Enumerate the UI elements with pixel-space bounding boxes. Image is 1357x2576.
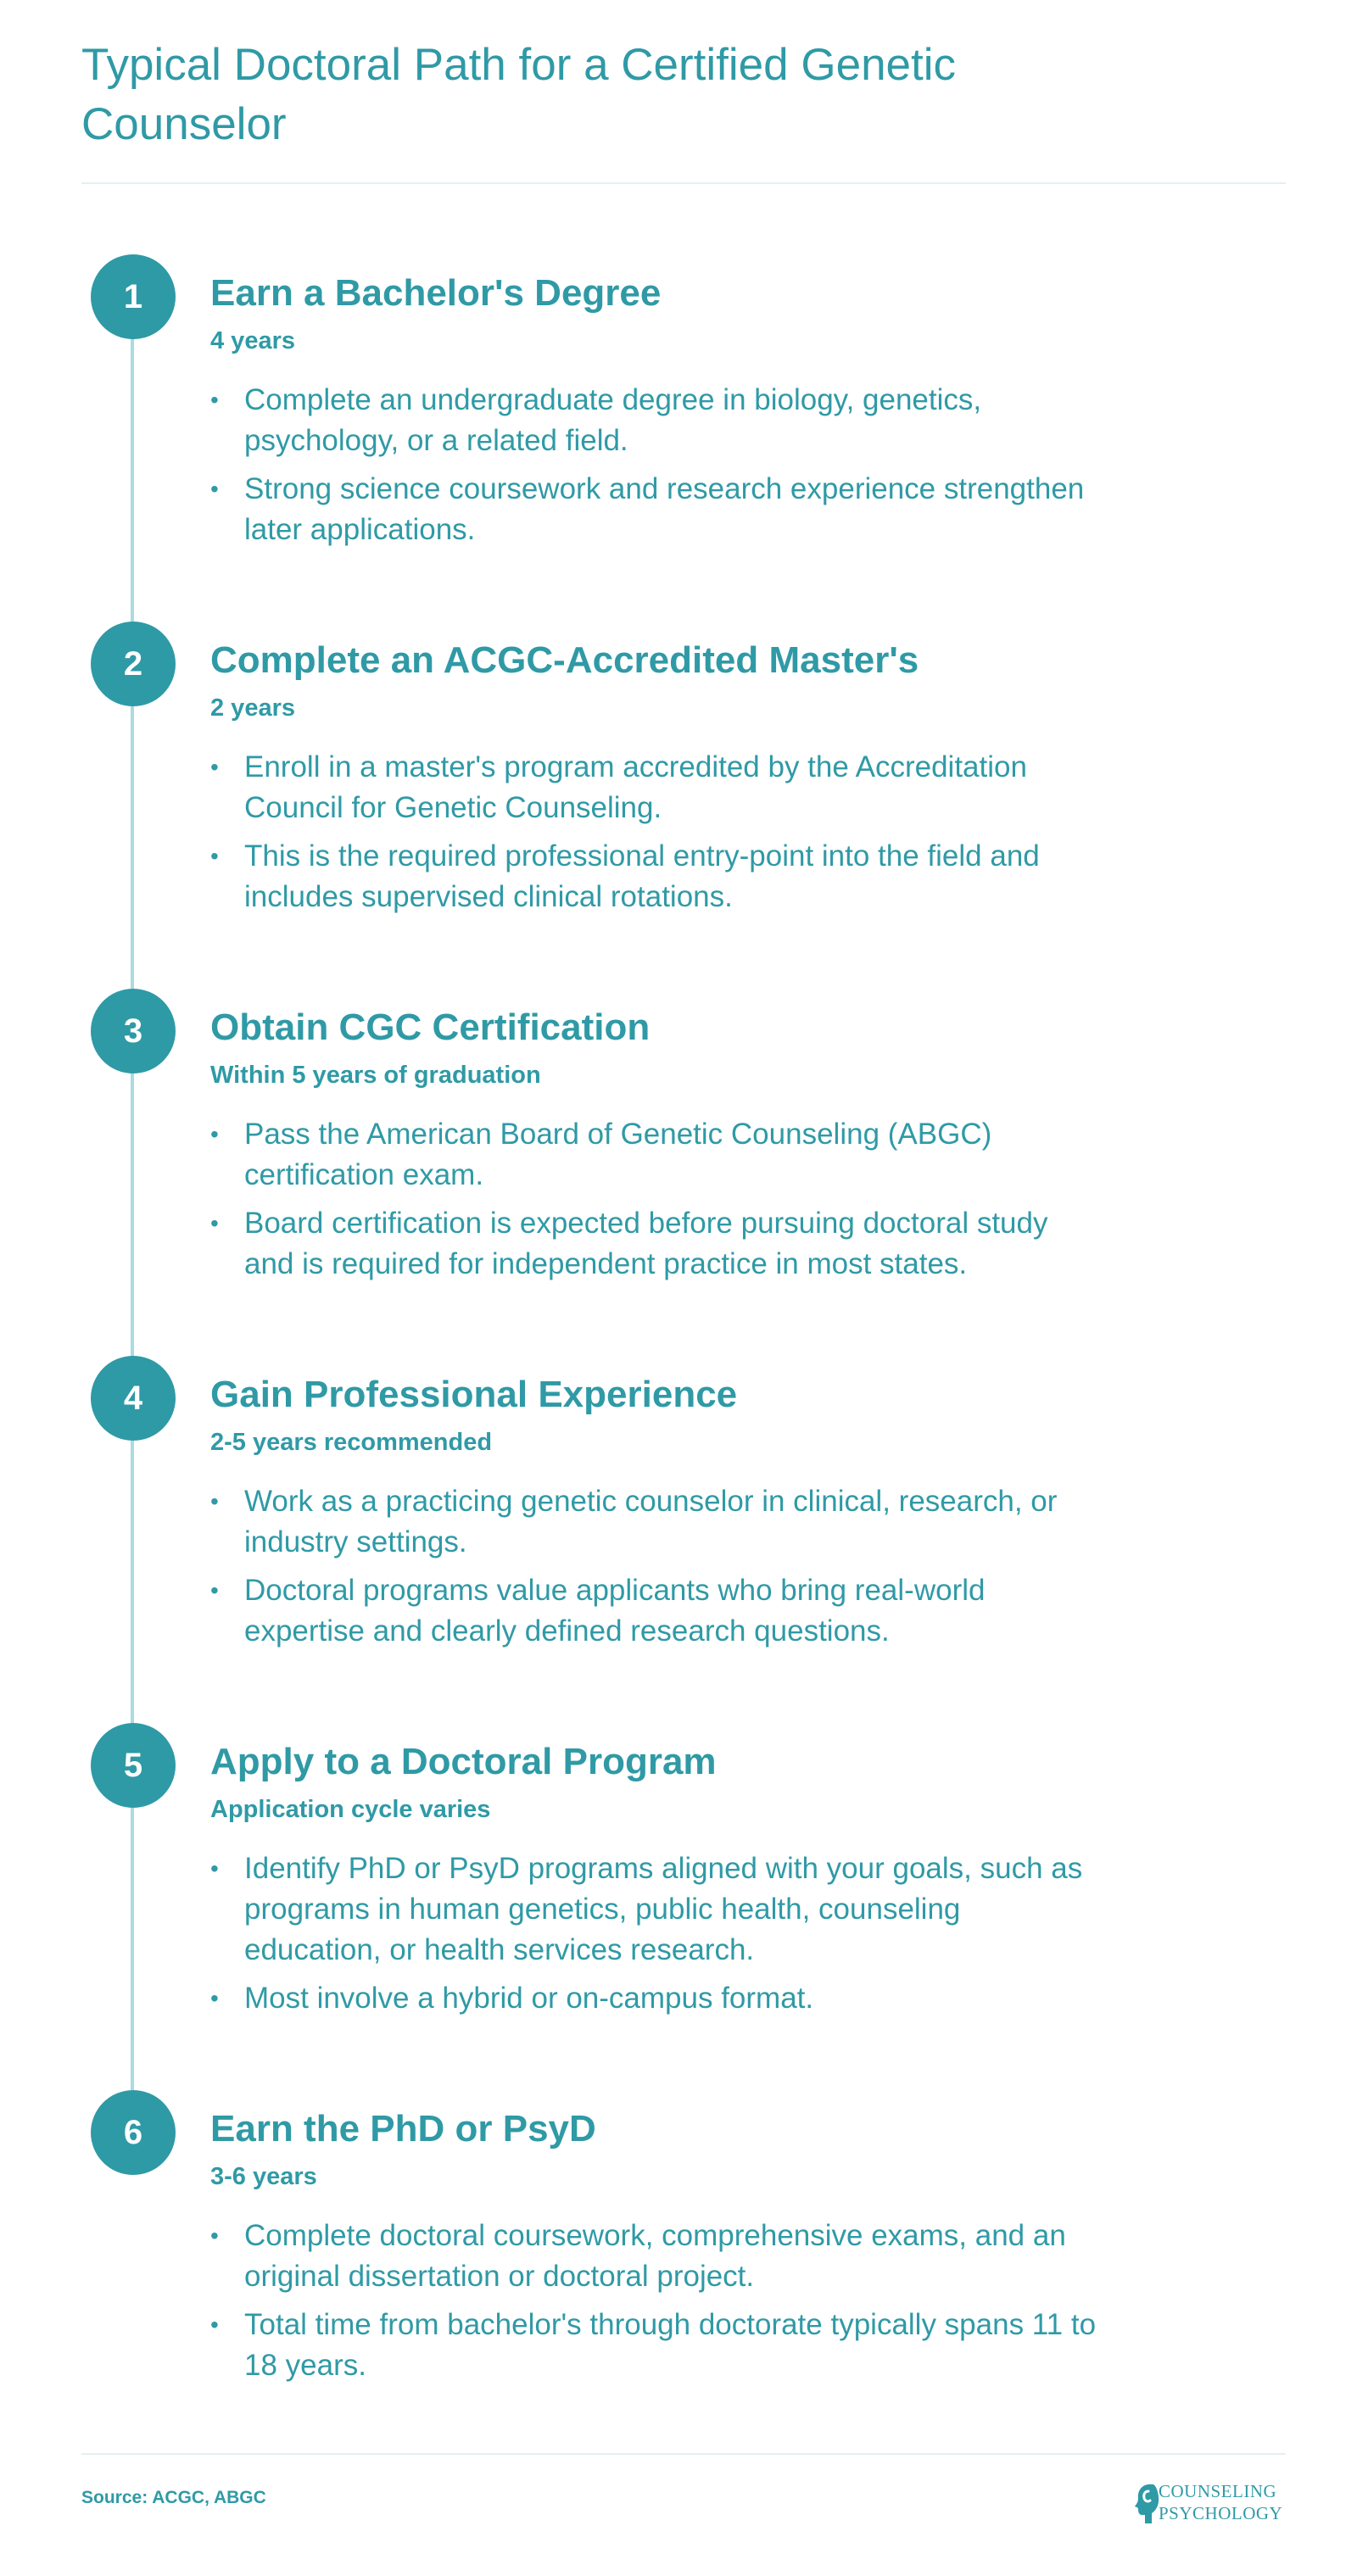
logo-text-top: COUNSELING [1159, 2481, 1277, 2501]
header-divider [81, 182, 1286, 184]
bullet-icon: • [210, 1855, 219, 1882]
bullet-icon: • [210, 387, 219, 413]
bullet-text: This is the required professional entry-point into the field and includes supervised clinical rotations. [244, 839, 1040, 913]
bullet-text: Most involve a hybrid or on-campus format. [244, 1982, 814, 2015]
step-duration: 2-5 years recommended [210, 1429, 493, 1456]
bullet-icon: • [210, 1488, 219, 1514]
step-bullet-list [210, 2216, 1101, 2394]
timeline-line [131, 297, 134, 2128]
list-item [210, 836, 1101, 917]
logo-text-bottom: PSYCHOLOGY [1159, 2503, 1283, 2523]
step-duration: Within 5 years of graduation [210, 1062, 541, 1089]
step-duration: 3-6 years [210, 2163, 317, 2190]
step-duration: 2 years [210, 694, 295, 722]
bullet-text: Work as a practicing genetic counselor in clinical, research, or industry settings. [244, 1485, 1058, 1558]
step-number-badge: 2 [91, 622, 176, 706]
list-item [210, 380, 1101, 461]
step-title: Gain Professional Experience [210, 1374, 738, 1415]
counseling-psychology-logo[interactable] [1133, 2476, 1286, 2529]
infographic-page [81, 0, 1286, 2576]
list-item [210, 747, 1101, 828]
bullet-text: Enroll in a master's program accredited by the Accreditation Council for Genetic Counseling. [244, 750, 1027, 824]
source-note: Source: ACGC, ABGC [81, 2488, 266, 2507]
bullet-icon: • [210, 1577, 219, 1603]
bullet-text: Board certification is expected before pursuing doctoral study and is required for independent practice in most states. [244, 1207, 1048, 1280]
step-number-badge: 5 [91, 1723, 176, 1808]
bullet-text: Strong science coursework and research experience strengthen later applications. [244, 472, 1085, 546]
head-silhouette-icon [1133, 2479, 1162, 2527]
bullet-icon: • [210, 1985, 219, 2011]
step-bullet-list [210, 1848, 1101, 2027]
bullet-icon: • [210, 843, 219, 869]
bullet-icon: • [210, 1121, 219, 1147]
bullet-text: Pass the American Board of Genetic Counseling (ABGC) certification exam. [244, 1118, 992, 1191]
step-duration: 4 years [210, 327, 295, 354]
list-item [210, 1203, 1101, 1285]
step-number-badge: 3 [91, 989, 176, 1073]
step-bullet-list [210, 747, 1101, 925]
step-number-badge: 4 [91, 1356, 176, 1441]
step-title: Complete an ACGC-Accredited Master's [210, 639, 919, 681]
bullet-icon: • [210, 2222, 219, 2249]
bullet-text: Complete an undergraduate degree in biology, genetics, psychology, or a related field. [244, 383, 982, 457]
footer-divider [81, 2453, 1286, 2455]
page-title: Typical Doctoral Path for a Certified Genetic Counselor [81, 40, 957, 149]
bullet-icon: • [210, 476, 219, 502]
step-title: Obtain CGC Certification [210, 1006, 651, 1048]
bullet-text: Complete doctoral coursework, comprehensive exams, and an original dissertation or doctoral project. [244, 2219, 1066, 2293]
step-number-badge: 6 [91, 2090, 176, 2175]
step-duration: Application cycle varies [210, 1796, 491, 1823]
step-bullet-list [210, 380, 1101, 558]
step-title: Earn a Bachelor's Degree [210, 272, 662, 314]
step-bullet-list [210, 1114, 1101, 1292]
list-item [210, 1481, 1101, 1563]
bullet-icon: • [210, 1210, 219, 1236]
step-title: Earn the PhD or PsyD [210, 2108, 596, 2149]
list-item [210, 2305, 1101, 2386]
step-title: Apply to a Doctoral Program [210, 1741, 717, 1782]
list-item [210, 1114, 1101, 1196]
list-item [210, 1570, 1101, 1652]
bullet-icon: • [210, 2311, 219, 2338]
bullet-text: Total time from bachelor's through doctorate typically spans 11 to 18 years. [244, 2308, 1097, 2382]
step-number-badge: 1 [91, 254, 176, 339]
step-bullet-list [210, 1481, 1101, 1659]
list-item [210, 2216, 1101, 2297]
bullet-text: Identify PhD or PsyD programs aligned with your goals, such as programs in human genetics, public health, counseling education, or health services research. [244, 1852, 1083, 1966]
list-item [210, 1848, 1101, 1971]
bullet-icon: • [210, 754, 219, 780]
list-item [210, 1978, 1101, 2019]
bullet-text: Doctoral programs value applicants who bring real-world expertise and clearly defined research questions. [244, 1574, 986, 1648]
list-item [210, 469, 1101, 550]
